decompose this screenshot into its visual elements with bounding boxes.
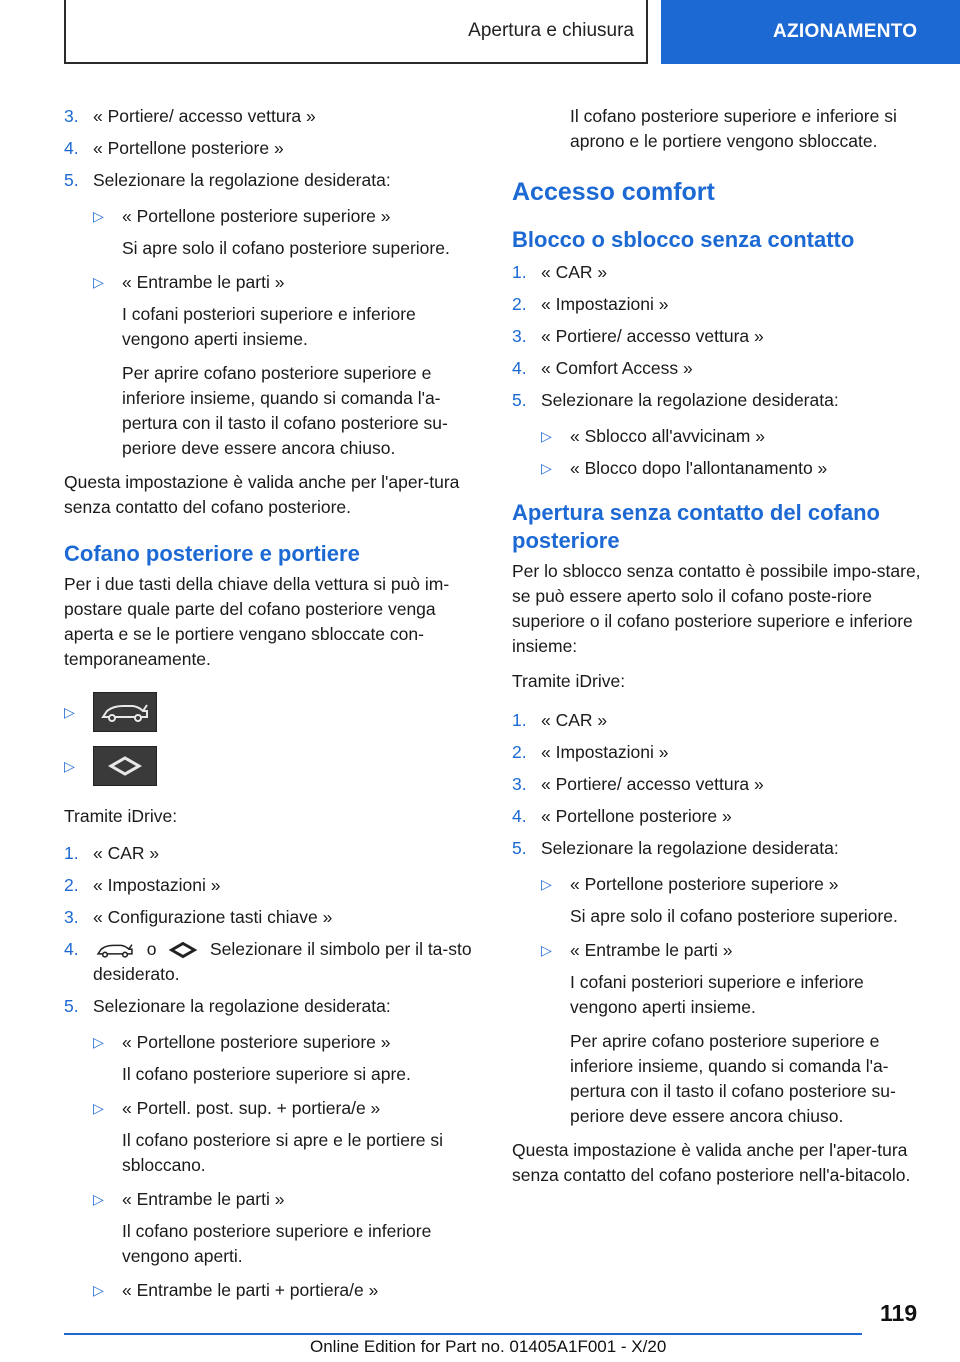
bullet-item: ▷ « Portell. post. sup. + portiera/e »	[93, 1098, 381, 1118]
paragraph: Per i due tasti della chiave della vettura si può im-postare quale parte del cofano posteriore venga aperta e se le portiere vengano sbloccate con-temporaneamente.	[64, 574, 450, 669]
list-item: 2. « Impostazioni »	[512, 294, 669, 314]
list-item: 3. « Portiere/ accesso vettura »	[512, 774, 764, 794]
list-item: 2. « Impostazioni »	[512, 742, 669, 762]
list-item: 3. « Portiere/ accesso vettura »	[512, 326, 764, 346]
list-item: 5. Selezionare la regolazione desiderata:	[512, 390, 839, 410]
paragraph: Questa impostazione è valida anche per l'aper-tura senza contatto del cofano posteriore.	[64, 472, 460, 517]
header-chapter	[661, 0, 960, 64]
bullet-item: ▷ « Entrambe le parti »	[541, 940, 733, 960]
heading-cofano: Cofano posteriore e portiere	[64, 541, 360, 566]
bullet-item: ▷ « Entrambe le parti »	[93, 1189, 285, 1209]
bullet-detail: Per aprire cofano posteriore superiore e inferiore insieme, quando si comanda l'a-pertura con il tasto il cofano posteriore su-periore deve essere ancora chiuso.	[570, 1031, 896, 1126]
bullet-detail: Per aprire cofano posteriore superiore e inferiore insieme, quando si comanda l'a-pertura con il tasto il cofano posteriore su-periore deve essere ancora chiuso.	[122, 363, 448, 458]
paragraph: Tramite iDrive:	[512, 671, 626, 691]
bullet-detail: I cofani posteriori superiore e inferiore vengono aperti insieme.	[570, 972, 864, 1017]
list-item: 1. « CAR »	[512, 710, 608, 730]
bullet-detail: Il cofano posteriore superiore si apre.	[122, 1064, 411, 1084]
bullet-item: ▷ « Entrambe le parti »	[93, 272, 285, 292]
heading-accesso-comfort: Accesso comfort	[512, 178, 715, 206]
footer-edition: Online Edition for Part no. 01405A1F001 - X/20	[310, 1337, 667, 1356]
car-tailgate-icon	[93, 692, 157, 732]
bullet-detail: Il cofano posteriore superiore e inferiore si aprono e le portiere vengono sbloccate.	[570, 106, 897, 151]
bullet-detail: Il cofano posteriore si apre e le portiere si sbloccano.	[122, 1130, 443, 1175]
list-item: 5. Selezionare la regolazione desiderata:	[64, 170, 391, 190]
list-item: 4. o Selezionare il simbolo per il ta-sto desiderato.	[64, 939, 472, 984]
list-item: 3. « Configurazione tasti chiave »	[64, 907, 333, 927]
list-item: 4. « Portellone posteriore »	[64, 138, 284, 158]
heading-apertura: Apertura senza contatto del cofano posteriore	[512, 500, 880, 553]
paragraph: Questa impostazione è valida anche per l'aper-tura senza contatto del cofano posteriore nell'a-bitacolo.	[512, 1140, 911, 1185]
bullet-item: ▷ « Portellone posteriore superiore »	[93, 1032, 391, 1052]
header-section	[64, 0, 648, 64]
bullet-detail: Si apre solo il cofano posteriore superiore.	[570, 906, 898, 926]
page-number: 119	[880, 1300, 918, 1326]
footer-divider	[64, 1333, 862, 1335]
list-item: 1. « CAR »	[512, 262, 608, 282]
list-item: 4. « Portellone posteriore »	[512, 806, 732, 826]
key-icon-row: ▷	[64, 746, 480, 786]
bullet-item: ▷ « Entrambe le parti + portiera/e »	[93, 1280, 379, 1300]
right-column	[512, 104, 928, 1188]
car-tailgate-icon	[93, 940, 137, 960]
bullet-item: ▷ « Sblocco all'avvicinam »	[541, 426, 765, 446]
key-icon-row: ▷	[64, 692, 480, 732]
header-section-title: Apertura e chiusura	[468, 20, 634, 41]
list-item: 2. « Impostazioni »	[64, 875, 221, 895]
bullet-detail: Il cofano posteriore superiore e inferiore vengono aperti.	[122, 1221, 432, 1266]
bullet-item: ▷ « Portellone posteriore superiore »	[541, 874, 839, 894]
heading-blocco: Blocco o sblocco senza contatto	[512, 227, 855, 252]
list-item: 3. « Portiere/ accesso vettura »	[64, 106, 316, 126]
header-chapter-title: AZIONAMENTO	[773, 21, 918, 42]
bullet-detail: Si apre solo il cofano posteriore superiore.	[122, 238, 450, 258]
diamond-key-icon	[93, 746, 157, 786]
diamond-key-icon	[166, 941, 200, 959]
list-item: 5. Selezionare la regolazione desiderata:	[512, 838, 839, 858]
left-column	[64, 104, 480, 1310]
bullet-detail: I cofani posteriori superiore e inferiore vengono aperti insieme.	[122, 304, 416, 349]
bullet-item: ▷ « Blocco dopo l'allontanamento »	[541, 458, 828, 478]
list-item: 5. Selezionare la regolazione desiderata:	[64, 996, 391, 1016]
paragraph: Per lo sblocco senza contatto è possibile impo-stare, se può essere aperto solo il cofano poste-riore superiore o il cofano posteriore superiore e inferiore insieme:	[512, 561, 921, 656]
bullet-item: ▷ « Portellone posteriore superiore »	[93, 206, 391, 226]
list-item: 1. « CAR »	[64, 843, 160, 863]
paragraph: Tramite iDrive:	[64, 806, 178, 826]
list-item: 4. « Comfort Access »	[512, 358, 693, 378]
